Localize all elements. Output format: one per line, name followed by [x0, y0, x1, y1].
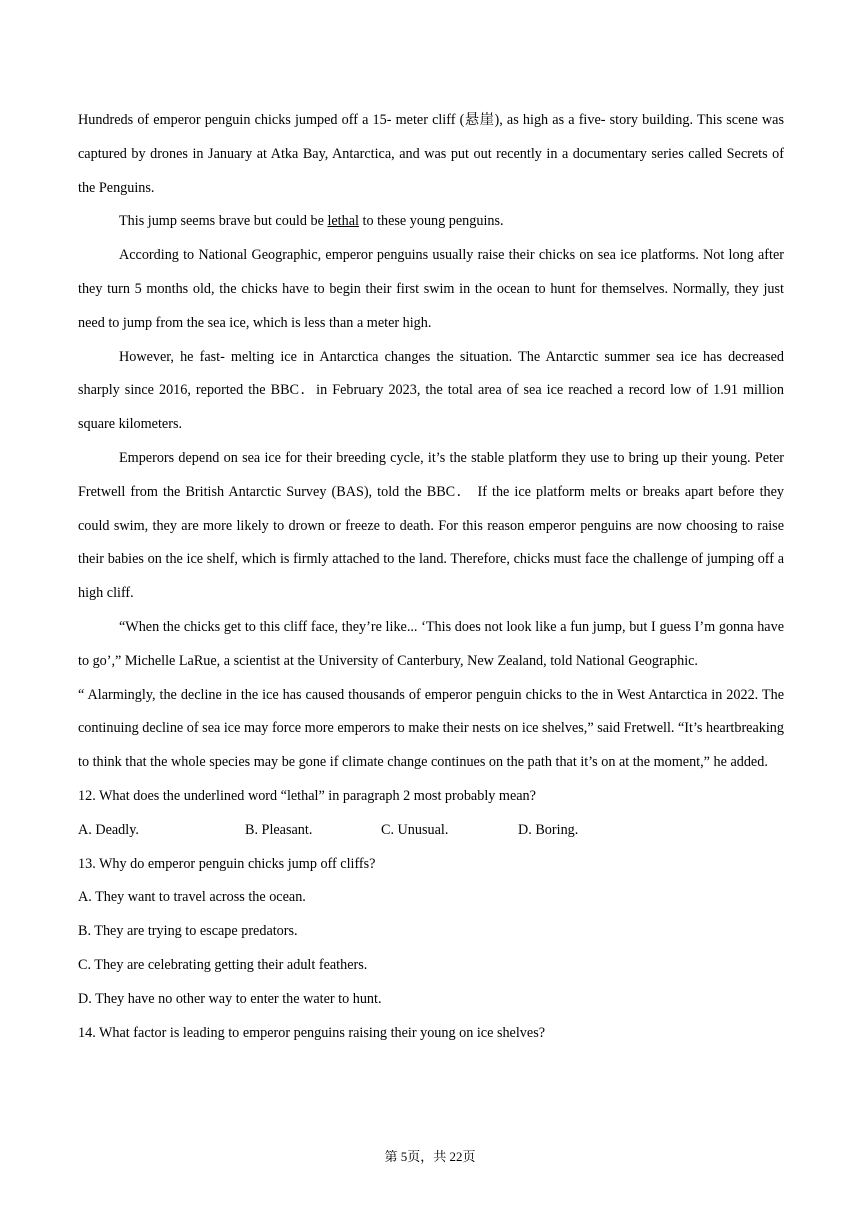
- page-footer: 第 5页，共 22页: [384, 1149, 476, 1164]
- question-12-option-c: C. Unusual.: [381, 821, 449, 838]
- question-12-option-a: A. Deadly.: [78, 821, 139, 838]
- question-13-option-d: D. They have no other way to enter the water to hunt.: [78, 990, 382, 1007]
- paragraph-3: According to National Geographic, emperor penguins usually raise their chicks on sea ice platforms. Not long after they turn 5 months old, the chicks have to begin their first swim in the ocean to hunt for themselves. Normally, they just need to jump from the sea ice, which is less than a meter high.: [78, 247, 784, 331]
- paragraph-5: Emperors depend on sea ice for their breeding cycle, it’s the stable platform they use to bring up their young. Peter Fretwell from the British Antarctic Survey (BAS), told the BBC． If the ice platform melts or breaks apart before they could swim, they are more likely to drown or freeze to death. For this reason emperor penguins are now choosing to raise their babies on the ice shelf, which is firmly attached to the land. Therefore, chicks must face the challenge of jumping off a high cliff.: [78, 449, 784, 602]
- question-13-option-c: C. They are celebrating getting their adult feathers.: [78, 956, 368, 973]
- paragraph-1: Hundreds of emperor penguin chicks jumped off a 15- meter cliff (悬崖), as high as a five- story building. This scene was captured by drones in January at Atka Bay, Antarctica, and was put out recently in a documentary series called Secrets of the Penguins.: [78, 112, 784, 196]
- question-12-option-d: D. Boring.: [518, 821, 579, 838]
- question-12-stem: 12. What does the underlined word “lethal” in paragraph 2 most probably mean?: [78, 787, 536, 804]
- paragraph-2-after: to these young penguins.: [358, 213, 504, 230]
- question-12-option-b: B. Pleasant.: [245, 821, 313, 838]
- paragraph-2: [78, 205, 784, 239]
- paragraph-6: “When the chicks get to this cliff face, they’re like... ‘This does not look like a fun jump, but I guess I’m gonna have to go’,” Michelle LaRue, a scientist at the University of Canterbury, New Zealand, told National Geographic.: [78, 618, 784, 669]
- question-12-options: [78, 814, 784, 848]
- underlined-word-lethal: lethal: [327, 213, 359, 230]
- question-13-stem: 13. Why do emperor penguin chicks jump off cliffs?: [78, 855, 376, 872]
- document-page: [78, 104, 784, 1050]
- question-13-option-b: B. They are trying to escape predators.: [78, 923, 298, 940]
- paragraph-4: However, he fast- melting ice in Antarctica changes the situation. The Antarctic summer sea ice has decreased sharply since 2016, reported the BBC．in February 2023, the total area of sea ice reached a record low of 1.91 million square kilometers.: [78, 348, 784, 433]
- paragraph-7: “ Alarmingly, the decline in the ice has caused thousands of emperor penguin chicks to the in West Antarctica in 2022. The continuing decline of sea ice may force more emperors to make their nests on ice shelves,” said Fretwell. “It’s heartbreaking to think that the whole species may be gone if climate change continues on the path that it’s on at the moment,” he added.: [78, 686, 784, 771]
- question-13-option-a: A. They want to travel across the ocean.: [78, 889, 306, 906]
- question-14-stem: 14. What factor is leading to emperor penguins raising their young on ice shelves?: [78, 1024, 546, 1041]
- paragraph-2-before: This jump seems brave but could be: [119, 213, 328, 230]
